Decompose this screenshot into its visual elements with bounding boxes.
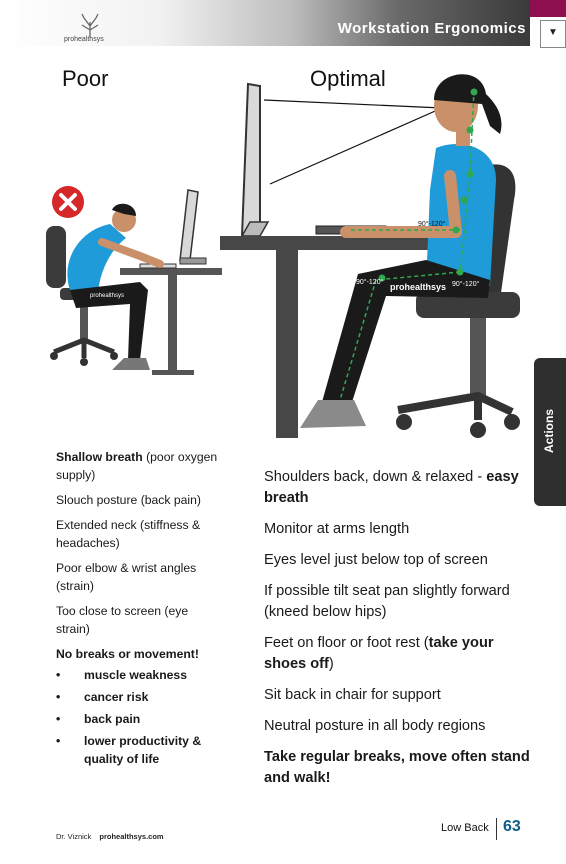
list-item: • cancer risk (56, 688, 221, 706)
optimal-item-4: If possible tilt seat pan slightly forward (kneed below hips) (264, 583, 510, 620)
side-tab-label: Actions (542, 408, 556, 453)
knee-angle-label: 90°-120° (356, 279, 384, 286)
optimal-item-8: Take regular breaks, move often stand and walk! (264, 749, 530, 786)
error-icon (52, 186, 84, 218)
poor-item-3: Extended neck (stiffness & headaches) (56, 518, 201, 550)
accent-bar (530, 0, 566, 17)
poor-list (56, 448, 221, 772)
optimal-posture-illustration (220, 60, 532, 445)
bullet-list (56, 666, 221, 768)
poor-label: Poor (62, 66, 109, 91)
page-title: Workstation Ergonomics (337, 20, 526, 37)
side-tab-actions[interactable] (534, 358, 566, 506)
footer-site[interactable]: prohealthsys.com (99, 832, 164, 841)
footer-section: Low Back (441, 822, 489, 834)
pants-text: prohealthsys (390, 282, 447, 292)
optimal-label: Optimal (310, 66, 386, 91)
optimal-item-3: Eyes level just below top of screen (264, 552, 488, 568)
optimal-item-2: Monitor at arms length (264, 521, 410, 537)
footer-author: Dr. Viznick (56, 832, 92, 841)
poor-item-1: Shallow breath (poor oxygen supply) (56, 450, 218, 482)
optimal-list (264, 467, 534, 799)
optimal-item-7: Neutral posture in all body regions (264, 718, 486, 734)
chapter-tab[interactable] (540, 20, 566, 48)
poor-item-5: Too close to screen (eye strain) (56, 604, 189, 636)
page-number: 63 (503, 818, 521, 835)
poor-pants-text: prohealthsys (90, 293, 125, 299)
hip-angle-label: 90°-120° (452, 281, 480, 288)
optimal-item-6: Sit back in chair for support (264, 687, 441, 703)
optimal-item-5: Feet on floor or foot rest (take your shoes off) (264, 635, 494, 672)
optimal-item-1: Shoulders back, down & relaxed - easy breath (264, 469, 519, 506)
poor-posture-illustration (40, 180, 230, 390)
chevron-down-icon: ▼ (548, 27, 558, 38)
poor-item-4: Poor elbow & wrist angles (strain) (56, 561, 197, 593)
list-item: • muscle weakness (56, 666, 221, 684)
poor-item-2: Slouch posture (back pain) (56, 493, 201, 507)
logo-text: prohealthsys (64, 36, 104, 43)
footer-divider (496, 818, 497, 840)
footer-credit (56, 832, 164, 841)
elbow-angle-label: 90°-120° (418, 221, 446, 228)
list-item: • back pain (56, 710, 221, 728)
list-item: • lower productivity & quality of life (56, 732, 221, 768)
poor-item-6: No breaks or movement! (56, 647, 199, 661)
